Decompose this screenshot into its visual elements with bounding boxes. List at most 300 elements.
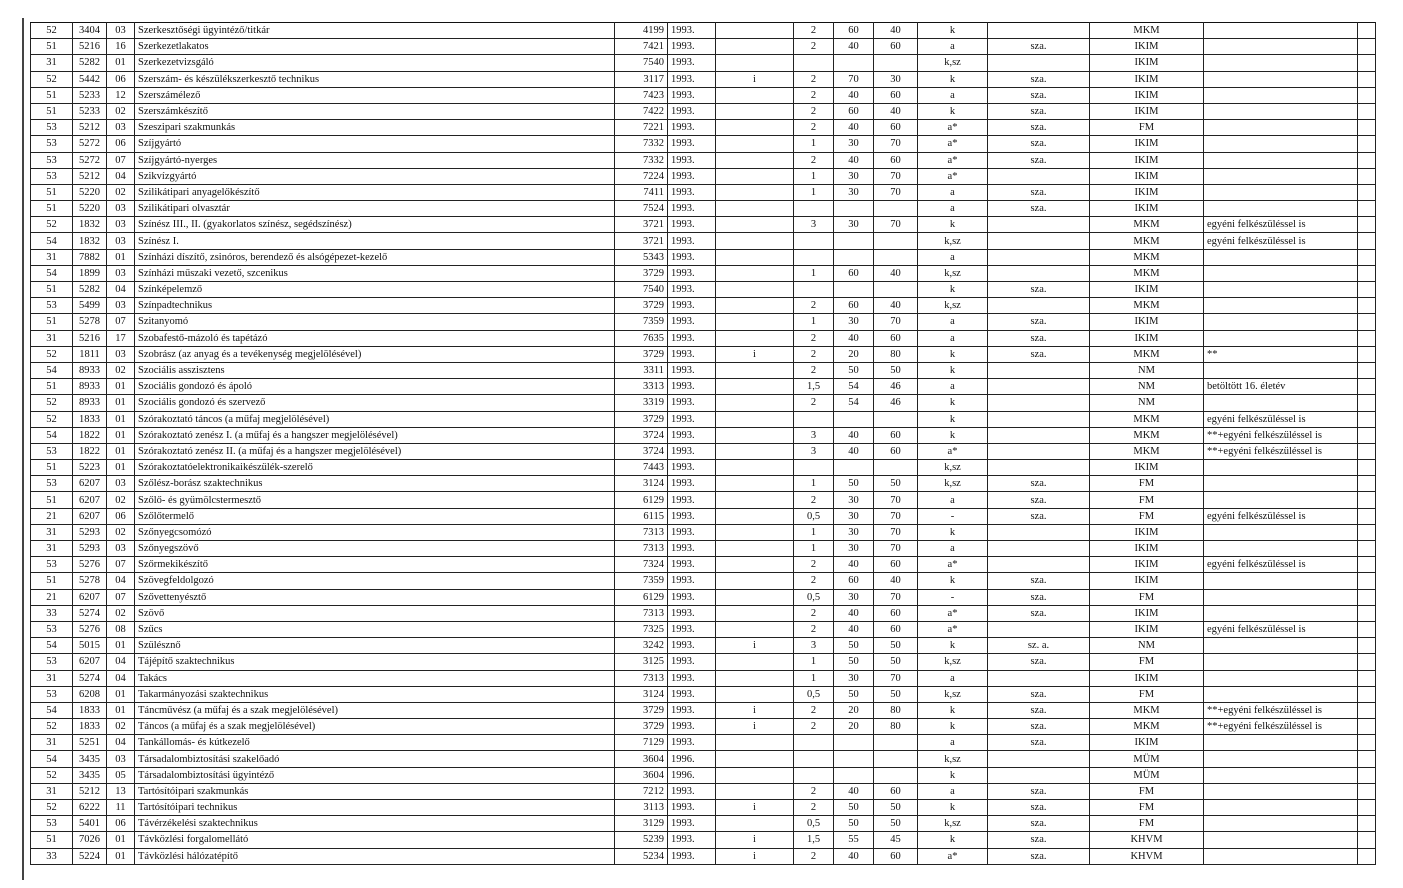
note-cell [1204, 395, 1358, 411]
occupation-code-cell: 6207 [73, 508, 107, 524]
flag-cell [716, 217, 794, 233]
year-cell: 1993. [668, 249, 716, 265]
exam-type-cell: k [918, 832, 988, 848]
practice-percent-cell: 60 [874, 848, 918, 864]
exam-type-cell: a [918, 541, 988, 557]
flag-cell [716, 767, 794, 783]
practice-percent-cell: 70 [874, 524, 918, 540]
practice-percent-cell: 60 [874, 783, 918, 799]
form-cell [988, 379, 1090, 395]
year-cell: 1993. [668, 298, 716, 314]
duration-cell: 2 [794, 298, 834, 314]
table-row [31, 492, 1376, 508]
ministry-cell: NM [1090, 362, 1204, 378]
exam-type-cell: a [918, 87, 988, 103]
exam-type-cell: k [918, 719, 988, 735]
year-cell: 1993. [668, 638, 716, 654]
note-cell [1204, 476, 1358, 492]
occupation-name-cell: Távérzékelési szaktechnikus [135, 816, 615, 832]
exam-type-cell: a [918, 314, 988, 330]
table-row [31, 605, 1376, 621]
form-cell [988, 233, 1090, 249]
year-cell: 1993. [668, 346, 716, 362]
duration-cell: 2 [794, 395, 834, 411]
occupation-code-cell: 5216 [73, 39, 107, 55]
table-row [31, 557, 1376, 573]
exam-type-cell: - [918, 589, 988, 605]
year-cell: 1993. [668, 589, 716, 605]
practice-percent-cell: 50 [874, 800, 918, 816]
occupation-code-cell: 5276 [73, 621, 107, 637]
form-cell [988, 249, 1090, 265]
table-row [31, 686, 1376, 702]
extra-cell [1358, 783, 1376, 799]
table-row [31, 832, 1376, 848]
duration-cell: 1 [794, 670, 834, 686]
duration-cell: 2 [794, 87, 834, 103]
year-cell: 1993. [668, 719, 716, 735]
extra-cell [1358, 443, 1376, 459]
level-code-cell: 52 [31, 767, 73, 783]
note-cell [1204, 816, 1358, 832]
note-cell: betöltött 16. életév [1204, 379, 1358, 395]
theory-percent-cell: 60 [834, 298, 874, 314]
theory-percent-cell: 50 [834, 638, 874, 654]
flag-cell [716, 330, 794, 346]
sub-code-cell: 02 [107, 524, 135, 540]
occupation-name-cell: Szerkezetlakatos [135, 39, 615, 55]
theory-percent-cell [834, 411, 874, 427]
feor-code-cell: 3125 [615, 654, 668, 670]
level-code-cell: 52 [31, 23, 73, 39]
note-cell: egyéni felkészüléssel is [1204, 217, 1358, 233]
sub-code-cell: 03 [107, 751, 135, 767]
ministry-cell: IKIM [1090, 330, 1204, 346]
table-row [31, 265, 1376, 281]
note-cell [1204, 87, 1358, 103]
sub-code-cell: 05 [107, 767, 135, 783]
note-cell [1204, 524, 1358, 540]
form-cell [988, 460, 1090, 476]
practice-percent-cell: 60 [874, 39, 918, 55]
year-cell: 1993. [668, 460, 716, 476]
duration-cell [794, 233, 834, 249]
practice-percent-cell [874, 55, 918, 71]
duration-cell: 2 [794, 23, 834, 39]
duration-cell: 0,5 [794, 508, 834, 524]
extra-cell [1358, 249, 1376, 265]
form-cell: sza. [988, 201, 1090, 217]
practice-percent-cell: 50 [874, 816, 918, 832]
duration-cell: 2 [794, 492, 834, 508]
level-code-cell: 31 [31, 524, 73, 540]
table-row [31, 201, 1376, 217]
sub-code-cell: 01 [107, 460, 135, 476]
exam-type-cell: k,sz [918, 816, 988, 832]
ministry-cell: MKM [1090, 719, 1204, 735]
form-cell: sza. [988, 136, 1090, 152]
practice-percent-cell: 70 [874, 670, 918, 686]
exam-type-cell: k [918, 23, 988, 39]
practice-percent-cell: 60 [874, 557, 918, 573]
extra-cell [1358, 395, 1376, 411]
level-code-cell: 54 [31, 233, 73, 249]
practice-percent-cell: 30 [874, 71, 918, 87]
flag-cell [716, 427, 794, 443]
exam-type-cell: a [918, 201, 988, 217]
feor-code-cell: 3124 [615, 476, 668, 492]
sub-code-cell: 03 [107, 265, 135, 281]
practice-percent-cell: 70 [874, 314, 918, 330]
level-code-cell: 52 [31, 411, 73, 427]
note-cell [1204, 589, 1358, 605]
feor-code-cell: 7224 [615, 168, 668, 184]
exam-type-cell: k,sz [918, 298, 988, 314]
occupation-name-cell: Takarmányozási szaktechnikus [135, 686, 615, 702]
exam-type-cell: k [918, 411, 988, 427]
occupation-name-cell: Szőlész-borász szaktechnikus [135, 476, 615, 492]
form-cell [988, 362, 1090, 378]
level-code-cell: 33 [31, 605, 73, 621]
ministry-cell: FM [1090, 800, 1204, 816]
table-row [31, 524, 1376, 540]
ministry-cell: FM [1090, 589, 1204, 605]
year-cell: 1993. [668, 524, 716, 540]
sub-code-cell: 04 [107, 654, 135, 670]
exam-type-cell: k,sz [918, 55, 988, 71]
flag-cell [716, 621, 794, 637]
level-code-cell: 54 [31, 265, 73, 281]
table-row [31, 638, 1376, 654]
sub-code-cell: 02 [107, 719, 135, 735]
occupation-code-cell: 8933 [73, 362, 107, 378]
theory-percent-cell: 30 [834, 524, 874, 540]
exam-type-cell: a* [918, 168, 988, 184]
ministry-cell: IKIM [1090, 87, 1204, 103]
ministry-cell: IKIM [1090, 460, 1204, 476]
extra-cell [1358, 848, 1376, 864]
duration-cell [794, 751, 834, 767]
occupation-name-cell: Szíjgyártó-nyerges [135, 152, 615, 168]
feor-code-cell: 3604 [615, 751, 668, 767]
level-code-cell: 31 [31, 670, 73, 686]
table-row [31, 87, 1376, 103]
theory-percent-cell [834, 767, 874, 783]
ministry-cell: IKIM [1090, 541, 1204, 557]
duration-cell: 2 [794, 573, 834, 589]
level-code-cell: 21 [31, 508, 73, 524]
theory-percent-cell: 20 [834, 719, 874, 735]
exam-type-cell: a [918, 39, 988, 55]
flag-cell [716, 39, 794, 55]
flag-cell [716, 379, 794, 395]
feor-code-cell: 3729 [615, 346, 668, 362]
level-code-cell: 54 [31, 638, 73, 654]
level-code-cell: 51 [31, 201, 73, 217]
year-cell: 1993. [668, 686, 716, 702]
flag-cell [716, 460, 794, 476]
form-cell: sza. [988, 282, 1090, 298]
duration-cell: 1 [794, 524, 834, 540]
note-cell [1204, 605, 1358, 621]
year-cell: 1993. [668, 379, 716, 395]
flag-cell: i [716, 848, 794, 864]
note-cell [1204, 362, 1358, 378]
flag-cell [716, 233, 794, 249]
year-cell: 1993. [668, 71, 716, 87]
sub-code-cell: 04 [107, 735, 135, 751]
form-cell: sza. [988, 152, 1090, 168]
practice-percent-cell: 50 [874, 654, 918, 670]
note-cell: **+egyéni felkészüléssel is [1204, 427, 1358, 443]
flag-cell [716, 686, 794, 702]
exam-type-cell: k [918, 702, 988, 718]
extra-cell [1358, 282, 1376, 298]
practice-percent-cell: 70 [874, 168, 918, 184]
note-cell [1204, 848, 1358, 864]
occupation-name-cell: Szerszámkészítő [135, 103, 615, 119]
exam-type-cell: k [918, 217, 988, 233]
feor-code-cell: 3724 [615, 443, 668, 459]
feor-code-cell: 7423 [615, 87, 668, 103]
duration-cell: 0,5 [794, 816, 834, 832]
occupation-name-cell: Szerkesztőségi ügyintéző/titkár [135, 23, 615, 39]
practice-percent-cell [874, 233, 918, 249]
occupation-code-cell: 5499 [73, 298, 107, 314]
extra-cell [1358, 460, 1376, 476]
feor-code-cell: 7635 [615, 330, 668, 346]
extra-cell [1358, 621, 1376, 637]
ministry-cell: IKIM [1090, 557, 1204, 573]
extra-cell [1358, 136, 1376, 152]
duration-cell: 2 [794, 152, 834, 168]
sub-code-cell: 07 [107, 314, 135, 330]
practice-percent-cell [874, 201, 918, 217]
sub-code-cell: 07 [107, 152, 135, 168]
flag-cell [716, 557, 794, 573]
duration-cell: 2 [794, 557, 834, 573]
note-cell [1204, 23, 1358, 39]
ministry-cell: IKIM [1090, 136, 1204, 152]
occupation-name-cell: Társadalombiztosítási ügyintéző [135, 767, 615, 783]
flag-cell [716, 751, 794, 767]
flag-cell [716, 492, 794, 508]
sub-code-cell: 01 [107, 395, 135, 411]
practice-percent-cell: 60 [874, 330, 918, 346]
table-row [31, 168, 1376, 184]
feor-code-cell: 3311 [615, 362, 668, 378]
practice-percent-cell [874, 460, 918, 476]
ministry-cell: IKIM [1090, 621, 1204, 637]
extra-cell [1358, 638, 1376, 654]
extra-cell [1358, 39, 1376, 55]
duration-cell: 3 [794, 427, 834, 443]
extra-cell [1358, 217, 1376, 233]
feor-code-cell: 3117 [615, 71, 668, 87]
practice-percent-cell: 40 [874, 23, 918, 39]
practice-percent-cell: 70 [874, 508, 918, 524]
level-code-cell: 53 [31, 298, 73, 314]
year-cell: 1993. [668, 23, 716, 39]
flag-cell: i [716, 702, 794, 718]
practice-percent-cell [874, 751, 918, 767]
level-code-cell: 51 [31, 573, 73, 589]
duration-cell: 1,5 [794, 832, 834, 848]
note-cell [1204, 184, 1358, 200]
year-cell: 1993. [668, 265, 716, 281]
occupation-code-cell: 3404 [73, 23, 107, 39]
occupation-code-cell: 1833 [73, 719, 107, 735]
occupation-name-cell: Szerkezetvizsgáló [135, 55, 615, 71]
occupation-name-cell: Szőlőtermelő [135, 508, 615, 524]
theory-percent-cell: 20 [834, 346, 874, 362]
document-page [30, 22, 1375, 878]
extra-cell [1358, 702, 1376, 718]
duration-cell: 2 [794, 362, 834, 378]
note-cell: egyéni felkészüléssel is [1204, 621, 1358, 637]
note-cell [1204, 152, 1358, 168]
theory-percent-cell: 40 [834, 848, 874, 864]
occupation-code-cell: 5212 [73, 168, 107, 184]
feor-code-cell: 3313 [615, 379, 668, 395]
occupation-name-cell: Szikvízgyártó [135, 168, 615, 184]
table-row [31, 670, 1376, 686]
theory-percent-cell [834, 233, 874, 249]
theory-percent-cell: 54 [834, 379, 874, 395]
sub-code-cell: 03 [107, 233, 135, 249]
table-row [31, 379, 1376, 395]
table-row [31, 298, 1376, 314]
theory-percent-cell: 50 [834, 476, 874, 492]
theory-percent-cell: 55 [834, 832, 874, 848]
extra-cell [1358, 476, 1376, 492]
practice-percent-cell: 40 [874, 103, 918, 119]
theory-percent-cell: 40 [834, 557, 874, 573]
extra-cell [1358, 492, 1376, 508]
exam-type-cell: k,sz [918, 460, 988, 476]
occupation-code-cell: 6207 [73, 476, 107, 492]
flag-cell: i [716, 346, 794, 362]
year-cell: 1993. [668, 702, 716, 718]
flag-cell [716, 265, 794, 281]
year-cell: 1993. [668, 541, 716, 557]
level-code-cell: 53 [31, 120, 73, 136]
extra-cell [1358, 573, 1376, 589]
year-cell: 1993. [668, 233, 716, 249]
form-cell [988, 670, 1090, 686]
occupation-code-cell: 5220 [73, 201, 107, 217]
sub-code-cell: 02 [107, 605, 135, 621]
flag-cell [716, 184, 794, 200]
extra-cell [1358, 71, 1376, 87]
practice-percent-cell: 70 [874, 184, 918, 200]
occupation-code-cell: 5293 [73, 524, 107, 540]
level-code-cell: 53 [31, 443, 73, 459]
form-cell [988, 395, 1090, 411]
extra-cell [1358, 751, 1376, 767]
occupation-code-cell: 5278 [73, 314, 107, 330]
occupation-name-cell: Tartósítóipari szakmunkás [135, 783, 615, 799]
note-cell [1204, 103, 1358, 119]
note-cell [1204, 800, 1358, 816]
extra-cell [1358, 87, 1376, 103]
occupation-name-cell: Szőlő- és gyümölcstermesztő [135, 492, 615, 508]
form-cell: sza. [988, 702, 1090, 718]
ministry-cell: FM [1090, 120, 1204, 136]
table-row [31, 330, 1376, 346]
feor-code-cell: 7540 [615, 282, 668, 298]
extra-cell [1358, 524, 1376, 540]
feor-code-cell: 6129 [615, 492, 668, 508]
note-cell [1204, 265, 1358, 281]
year-cell: 1993. [668, 492, 716, 508]
sub-code-cell: 01 [107, 427, 135, 443]
table-row [31, 443, 1376, 459]
level-code-cell: 54 [31, 427, 73, 443]
theory-percent-cell: 30 [834, 136, 874, 152]
feor-code-cell: 4199 [615, 23, 668, 39]
exam-type-cell: - [918, 508, 988, 524]
table-row [31, 735, 1376, 751]
sub-code-cell: 01 [107, 638, 135, 654]
year-cell: 1993. [668, 184, 716, 200]
level-code-cell: 52 [31, 800, 73, 816]
exam-type-cell: k,sz [918, 476, 988, 492]
extra-cell [1358, 168, 1376, 184]
form-cell: sza. [988, 508, 1090, 524]
feor-code-cell: 3721 [615, 233, 668, 249]
table-row [31, 233, 1376, 249]
flag-cell [716, 508, 794, 524]
occupation-code-cell: 6208 [73, 686, 107, 702]
occupation-code-cell: 5276 [73, 557, 107, 573]
theory-percent-cell [834, 735, 874, 751]
extra-cell [1358, 670, 1376, 686]
occupation-name-cell: Tájépítő szaktechnikus [135, 654, 615, 670]
exam-type-cell: k [918, 800, 988, 816]
year-cell: 1993. [668, 330, 716, 346]
exam-type-cell: k,sz [918, 233, 988, 249]
level-code-cell: 54 [31, 702, 73, 718]
theory-percent-cell: 30 [834, 541, 874, 557]
occupation-code-cell: 1899 [73, 265, 107, 281]
note-cell [1204, 832, 1358, 848]
sub-code-cell: 02 [107, 184, 135, 200]
ministry-cell: IKIM [1090, 71, 1204, 87]
ministry-cell: FM [1090, 492, 1204, 508]
year-cell: 1993. [668, 217, 716, 233]
flag-cell [716, 55, 794, 71]
flag-cell [716, 476, 794, 492]
practice-percent-cell: 50 [874, 476, 918, 492]
exam-type-cell: k,sz [918, 265, 988, 281]
table-row [31, 411, 1376, 427]
theory-percent-cell [834, 751, 874, 767]
occupation-name-cell: Szitanyomó [135, 314, 615, 330]
occupation-code-cell: 5212 [73, 120, 107, 136]
duration-cell: 1 [794, 168, 834, 184]
year-cell: 1993. [668, 168, 716, 184]
note-cell [1204, 573, 1358, 589]
ministry-cell: IKIM [1090, 184, 1204, 200]
occupation-name-cell: Szórakoztatóelektronikaikészülék-szerelő [135, 460, 615, 476]
flag-cell [716, 298, 794, 314]
exam-type-cell: k [918, 103, 988, 119]
duration-cell [794, 735, 834, 751]
year-cell: 1993. [668, 314, 716, 330]
level-code-cell: 51 [31, 39, 73, 55]
ministry-cell: IKIM [1090, 201, 1204, 217]
